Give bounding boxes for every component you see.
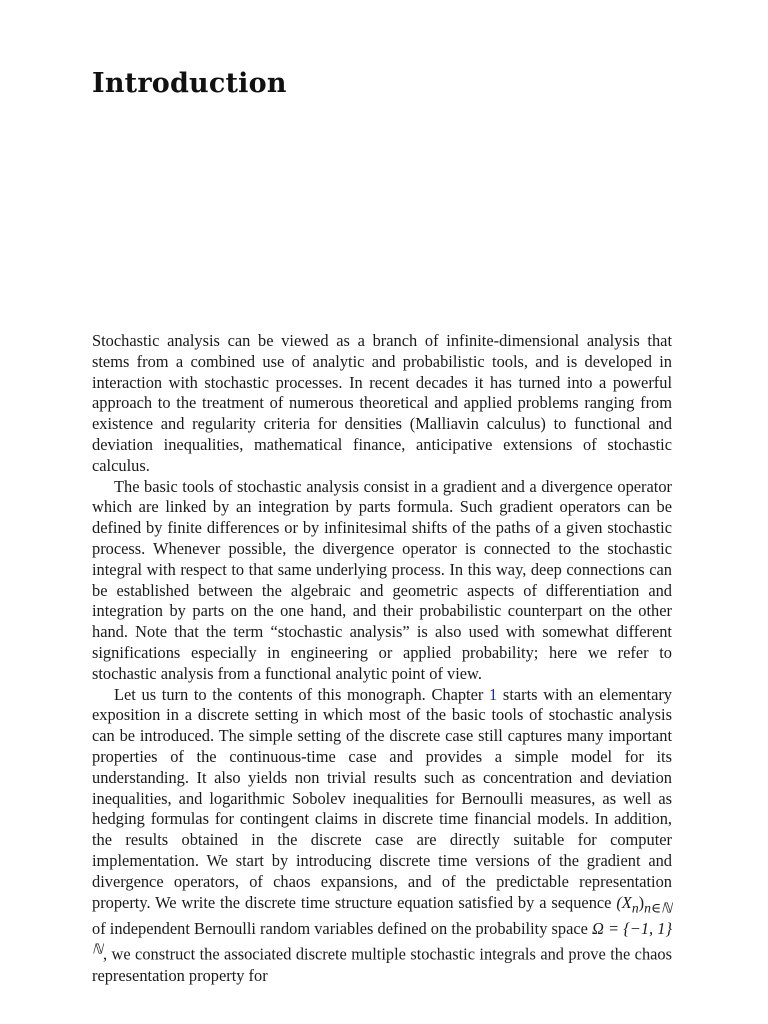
paragraph-3-text-d: , we construct the associated discrete multiple stochastic integrals and prove the chaos representation property for <box>92 944 672 985</box>
chapter-title: Introduction <box>92 68 287 99</box>
math-sequence-subscript: n <box>631 899 639 915</box>
paragraph-3-text-a: Let us turn to the contents of this monograph. Chapter <box>114 684 490 704</box>
paragraph-3-text-b: starts with an elementary exposition in a discrete setting in which most of the basic tools of stochastic analysis can be introduced. The simple setting of the discrete case still captures many important properties of the continuous-time case and provides a simple model for its understanding. It also yields non trivial results such as concentration and deviation inequalities, and logarithmic Sobolev inequalities for Bernoulli measures, as well as hedging formulas for contingent claims in discrete time financial models. In addition, the results obtained in the discrete case are directly suitable for computer implementation. We start by introducing discrete time versions of the gradient and divergence operators, of chaos expansions, and of the predictable representation property. We write the discrete time structure equation satisfied by a sequence <box>92 684 673 912</box>
paragraph-2: The basic tools of stochastic analysis consist in a gradient and a divergence operator which are linked by an integration by parts formula. Such gradient operators can be defined by finite differences or by infinitesimal shifts of the paths of a given stochastic process. Whenever possible, the divergence operator is connected to the stochastic integral with respect to that same underlying process. In this way, deep connections can be established between the algebraic and geometric aspects of differentiation and integration by parts on the one hand, and their probabilistic counterpart on the other hand. Note that the term “stochastic analysis” is also used with somewhat different significations especially in engineering or applied probability; here we refer to stochastic analysis from a functional analytic point of view. <box>92 476 672 683</box>
body-text <box>92 331 672 986</box>
math-sequence <box>616 892 672 915</box>
math-sequence-index: n∈ℕ <box>644 899 672 915</box>
math-space-expression: Ω = {−1, 1} <box>592 918 672 938</box>
math-sequence-close: ) <box>638 892 645 912</box>
chapter-reference-link[interactable]: 1 <box>489 684 498 704</box>
paragraph-3 <box>92 685 672 987</box>
paragraph-3-text-c: of independent Bernoulli random variables defined on the probability space <box>92 918 593 938</box>
paragraph-1: Stochastic analysis can be viewed as a branch of infinite-dimensional analysis that stems from a combined use of analytic and probabilistic tools, and is developed in interaction with stochastic processes. In recent decades it has turned into a powerful approach to the treatment of numerous theoretical and applied problems ranging from existence and regularity criteria for densities (Malliavin calculus) to functional and deviation inequalities, mathematical finance, anticipative extensions of stochastic calculus. <box>92 331 672 475</box>
math-space-superscript: ℕ <box>92 941 103 957</box>
math-sequence-open: (X <box>616 892 632 912</box>
